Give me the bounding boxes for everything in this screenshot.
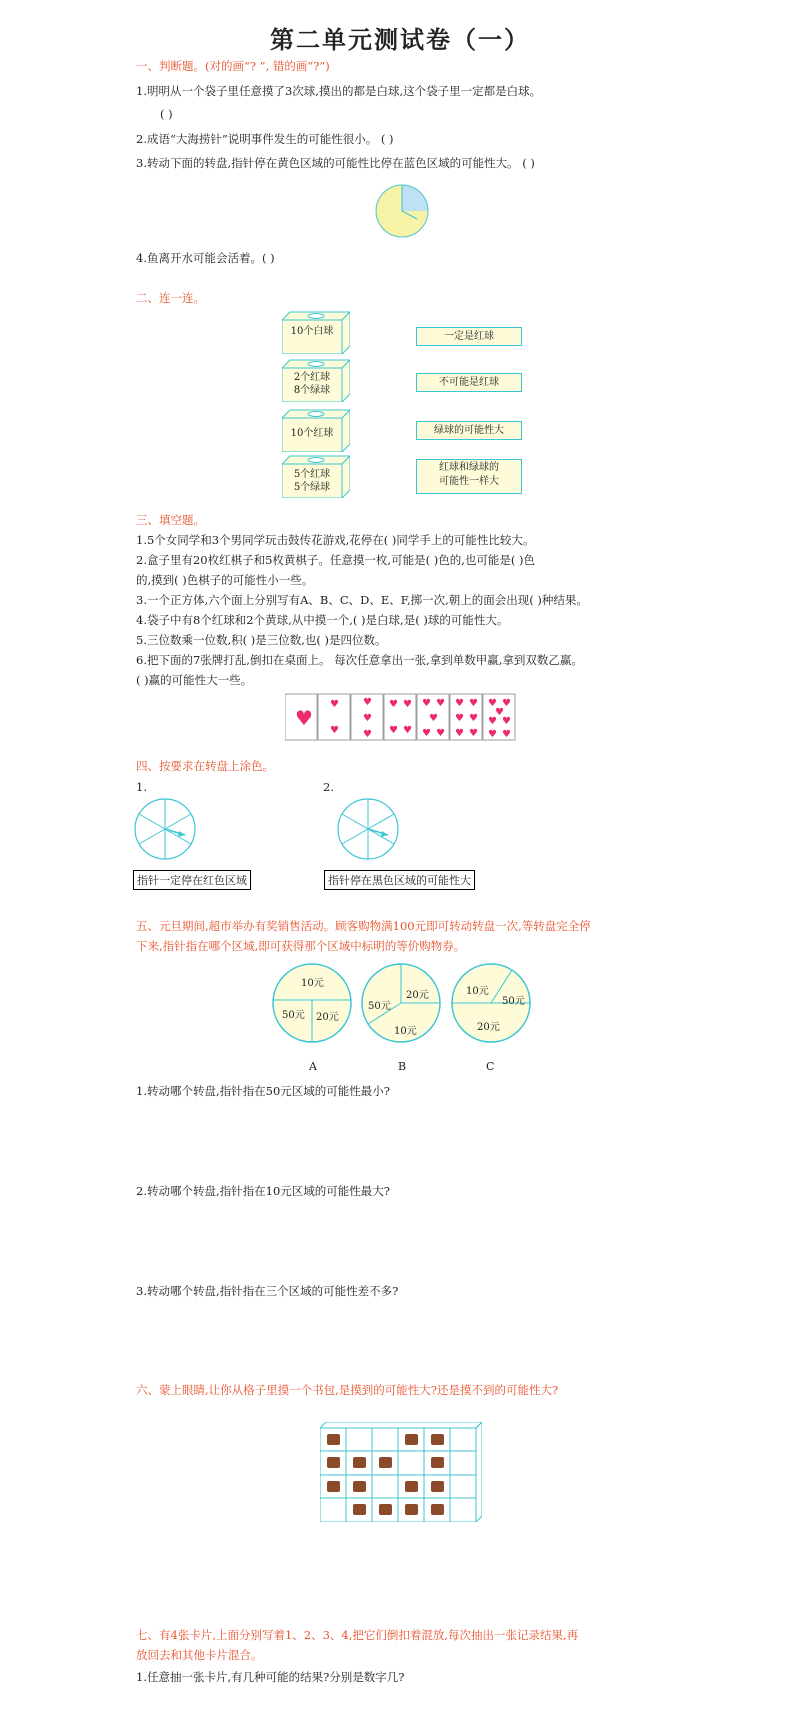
s4-n2: 2. [323, 780, 334, 794]
s5-q1: 1.转动哪个转盘,指针指在50元区域的可能性最小? [136, 1084, 390, 1098]
s1-q1-paren: ( ) [160, 107, 173, 121]
wheel-c-label-3: 20元 [477, 1022, 500, 1033]
svg-text:♥: ♥ [436, 728, 445, 739]
ball-box-4 [282, 454, 350, 498]
s3-q2b: 的,摸到( )色棋子的可能性小一些。 [136, 573, 314, 587]
svg-text:♥: ♥ [389, 699, 398, 710]
box-4-line1: 5个红球 [293, 469, 331, 480]
s3-q6a: 6.把下面的7张牌打乱,倒扣在桌面上。 每次任意拿出一张,拿到单数甲赢,拿到双数乙赢。 [136, 653, 583, 667]
match-label-1: 一定是红球 [416, 327, 522, 346]
box-1-line1: 10个白球 [290, 326, 334, 337]
svg-text:♥: ♥ [389, 725, 398, 736]
wheel-b-label-1: 50元 [368, 1001, 391, 1012]
section3-heading: 三、填空题。 [136, 513, 205, 527]
box-2-line2: 8个绿球 [293, 385, 331, 396]
section5-heading-a: 五、元旦期间,超市举办有奖销售活动。顾客购物满100元即可转动转盘一次,等转盘完全停 [136, 919, 591, 933]
svg-text:♥: ♥ [295, 706, 313, 730]
svg-text:♥: ♥ [469, 728, 478, 739]
s4-caption-1: 指针一定停在红色区域 [133, 870, 251, 890]
wheel-a-label-2: 50元 [282, 1010, 305, 1021]
spinner-2[interactable] [336, 797, 400, 861]
box-3-line1: 10个红球 [290, 428, 334, 439]
match-label-4 [416, 459, 522, 494]
spinner-1[interactable] [133, 797, 197, 861]
svg-text:♥: ♥ [469, 713, 478, 724]
svg-text:♥: ♥ [422, 698, 431, 709]
section7-heading-a: 七、有4张卡片,上面分别写着1、2、3、4,把它们倒扣着混放,每次抽出一张记录结果,再 [136, 1628, 579, 1642]
s3-q6b: ( )赢的可能性大一些。 [136, 673, 253, 687]
wheel-name-c: C [486, 1060, 495, 1073]
svg-text:♥: ♥ [488, 698, 497, 709]
svg-text:♥: ♥ [403, 699, 412, 710]
svg-text:♥: ♥ [436, 698, 445, 709]
svg-text:♥: ♥ [502, 729, 511, 740]
s3-q5: 5.三位数乘一位数,积( )是三位数,也( )是四位数。 [136, 633, 387, 647]
svg-text:♥: ♥ [488, 729, 497, 740]
svg-text:♥: ♥ [469, 698, 478, 709]
ball-box-1 [282, 310, 350, 354]
s5-q3: 3.转动哪个转盘,指针指在三个区域的可能性差不多? [136, 1284, 399, 1298]
page-title: 第二单元测试卷（一） [270, 25, 530, 54]
section6-heading: 六、蒙上眼睛,让你从格子里摸一个书包,是摸到的可能性大?还是摸不到的可能性大? [136, 1383, 559, 1397]
ball-box-2 [282, 358, 350, 402]
svg-text:♥: ♥ [502, 698, 511, 709]
svg-text:♥: ♥ [363, 697, 372, 708]
match-label-2: 不可能是红球 [416, 373, 522, 392]
wheel-name-a: A [309, 1060, 317, 1073]
wheel-c-label-1: 10元 [466, 986, 489, 997]
svg-text:♥: ♥ [502, 716, 511, 727]
match-label-4-line1: 红球和绿球的 [439, 462, 499, 473]
svg-text:♥: ♥ [330, 725, 339, 736]
section1-heading: 一、判断题。(对的画“? ”, 错的画“?”) [136, 59, 330, 73]
bag-shelf [320, 1422, 482, 1522]
spinner-icon [372, 181, 432, 241]
section4-heading: 四、按要求在转盘上涂色。 [136, 759, 274, 773]
match-label-4-line2: 可能性一样大 [439, 476, 499, 487]
svg-text:♥: ♥ [363, 713, 372, 724]
svg-text:♥: ♥ [363, 729, 372, 740]
s3-q2a: 2.盒子里有20枚红棋子和5枚黄棋子。任意摸一枚,可能是( )色的,也可能是( )色 [136, 553, 535, 567]
s5-q2: 2.转动哪个转盘,指针指在10元区域的可能性最大? [136, 1184, 390, 1198]
svg-text:♥: ♥ [455, 698, 464, 709]
wheel-name-b: B [398, 1060, 407, 1073]
wheel-c-label-2: 50元 [502, 996, 525, 1007]
box-4-line2: 5个绿球 [293, 482, 331, 493]
svg-text:♥: ♥ [429, 713, 438, 724]
box-2-line1: 2个红球 [293, 372, 331, 383]
match-label-3: 绿球的可能性大 [416, 421, 522, 440]
section2-heading: 二、连一连。 [136, 291, 205, 305]
s1-q1: 1.明明从一个袋子里任意摸了3次球,摸出的都是白球,这个袋子里一定都是白球。 [136, 84, 542, 98]
section7-heading-b: 放回去和其他卡片混合。 [136, 1648, 263, 1662]
section5-heading-b: 下来,指针指在哪个区域,即可获得那个区域中标明的等价购物券。 [136, 939, 466, 953]
svg-text:♥: ♥ [455, 713, 464, 724]
s3-q3: 3.一个正方体,六个面上分别写有A、B、C、D、E、F,掷一次,朝上的面会出现( )种结果。 [136, 593, 588, 607]
wheel-b-label-3: 10元 [394, 1026, 417, 1037]
wheel-b-label-2: 20元 [406, 990, 429, 1001]
wheel-a-label-1: 10元 [301, 978, 324, 989]
s4-n1: 1. [136, 780, 147, 794]
wheel-a-label-3: 20元 [316, 1012, 339, 1023]
s7-q1: 1.任意抽一张卡片,有几种可能的结果?分别是数字几? [136, 1670, 405, 1684]
s1-q3: 3.转动下面的转盘,指针停在黄色区域的可能性比停在蓝色区域的可能性大。 ( ) [136, 156, 535, 170]
ball-box-3 [282, 408, 350, 452]
svg-text:♥: ♥ [422, 728, 431, 739]
s3-q1: 1.5个女同学和3个男同学玩击鼓传花游戏,花停在( )同学手上的可能性比较大。 [136, 533, 535, 547]
s1-q4: 4.鱼离开水可能会活着。( ) [136, 251, 275, 265]
svg-text:♥: ♥ [488, 716, 497, 727]
svg-text:♥: ♥ [403, 725, 412, 736]
svg-text:♥: ♥ [330, 699, 339, 710]
s4-caption-2: 指针停在黑色区域的可能性大 [324, 870, 475, 890]
svg-text:♥: ♥ [495, 707, 504, 718]
s3-q4: 4.袋子中有8个红球和2个黄球,从中摸一个,( )是白球,是( )球的可能性大。 [136, 613, 509, 627]
playing-cards [285, 693, 517, 741]
s1-q2: 2.成语“大海捞针”说明事件发生的可能性很小。 ( ) [136, 132, 394, 146]
svg-text:♥: ♥ [455, 728, 464, 739]
